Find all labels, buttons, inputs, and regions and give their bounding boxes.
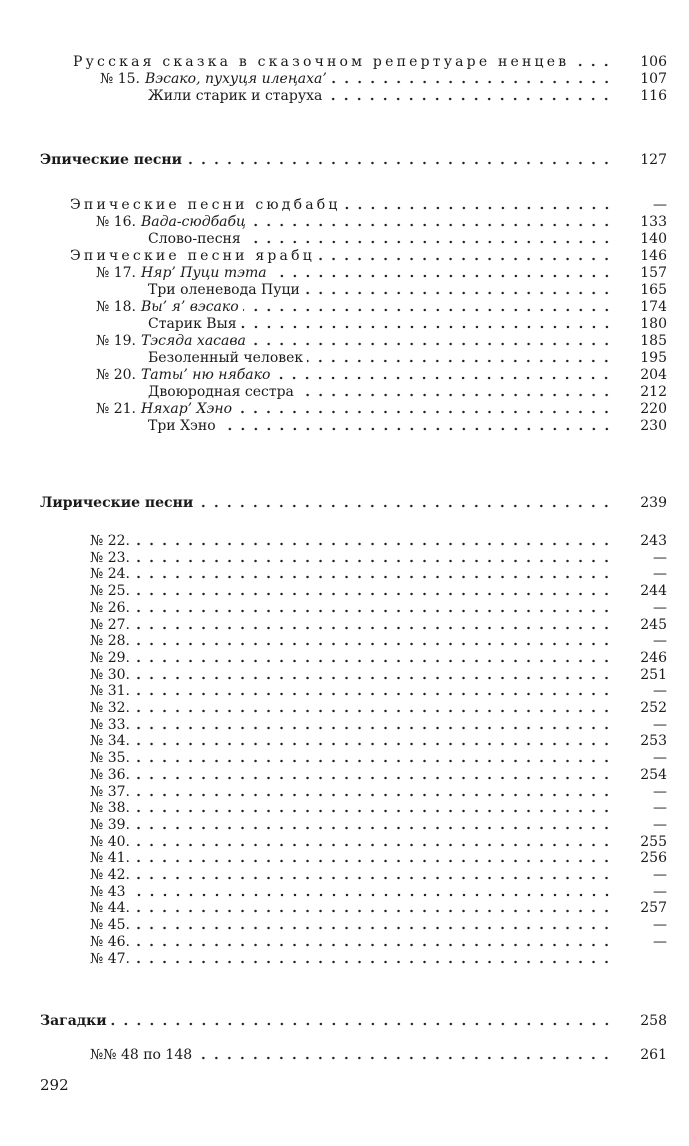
entry-page: 133 — [640, 214, 667, 230]
entry-page: — — [653, 816, 667, 833]
toc-entry — [73, 54, 667, 70]
entry-label: Три оленевода Пуци — [148, 282, 300, 298]
toc-entry — [90, 633, 667, 649]
entry-page: — — [653, 716, 667, 733]
toc-entry — [96, 214, 667, 230]
entry-label — [100, 71, 331, 87]
entry-page: 252 — [640, 700, 667, 716]
entry-label: Лирические песни — [40, 495, 194, 511]
toc-entry — [90, 717, 667, 733]
entry-page: 165 — [640, 282, 667, 298]
entry-title: Вада-сюдбабц — [140, 214, 246, 230]
toc-entry — [90, 733, 667, 749]
entry-page: 204 — [640, 367, 667, 383]
entry-title: Тэсяда хасава — [140, 333, 246, 349]
entry-title: Таты’ ню нябако — [140, 367, 271, 383]
entry-label: Эпические песни — [40, 152, 183, 168]
dot-leader — [245, 240, 613, 244]
entry-page: 239 — [640, 495, 667, 511]
entry-page: 146 — [640, 248, 667, 264]
toc-entry — [90, 767, 667, 783]
dot-leader — [243, 308, 613, 312]
toc-entry — [90, 566, 667, 582]
entry-label: № 35. — [90, 750, 130, 767]
entry-label: Эпические песни ярабц — [70, 248, 315, 264]
dot-leader — [134, 843, 613, 847]
entry-label: № 23. — [90, 549, 130, 566]
dot-leader — [134, 575, 613, 579]
entry-page: 107 — [640, 71, 667, 87]
entry-label: Слово-песня — [148, 231, 241, 247]
entry-page: 261 — [640, 1047, 667, 1063]
dot-leader — [134, 659, 613, 663]
entry-page: 116 — [640, 88, 667, 104]
toc-entry — [40, 1013, 667, 1029]
entry-label: № 30. — [90, 666, 130, 683]
entry-page: 245 — [640, 616, 667, 633]
dot-leader — [134, 809, 613, 813]
entry-label: № 39. — [90, 816, 130, 833]
entry-page: — — [653, 783, 667, 800]
entry-page: 174 — [640, 299, 667, 315]
entry-number: № 15. — [100, 71, 140, 87]
entry-page: 243 — [640, 533, 667, 549]
entry-page: — — [653, 566, 667, 583]
dot-leader — [236, 410, 613, 414]
toc-entry — [148, 384, 667, 400]
entry-page: 185 — [640, 333, 667, 349]
dot-leader — [134, 759, 613, 763]
dot-leader — [134, 742, 613, 746]
entry-page: — — [653, 917, 667, 934]
dot-leader — [134, 559, 613, 563]
entry-page: 256 — [640, 850, 667, 867]
toc-entry — [90, 683, 667, 699]
entry-label: Загадки — [40, 1013, 107, 1029]
entry-page: 140 — [640, 231, 667, 247]
entry-label: № 25. — [90, 583, 130, 600]
dot-leader — [134, 909, 613, 913]
toc-entry — [90, 650, 667, 666]
dot-leader — [196, 1056, 613, 1060]
toc-entry — [148, 88, 667, 104]
entry-label: № 29. — [90, 649, 130, 666]
entry-page: 106 — [640, 54, 667, 70]
dot-leader — [331, 80, 613, 84]
dot-leader — [134, 726, 613, 730]
toc-entry — [40, 495, 667, 511]
toc-entry — [90, 900, 667, 916]
entry-title: Вы’ я’ вэсако — [140, 299, 239, 315]
entry-label: № 28. — [90, 633, 130, 650]
entry-page: 127 — [640, 152, 667, 168]
dot-leader — [250, 223, 613, 227]
entry-label: № 42. — [90, 867, 130, 883]
entry-label: №№ 48 по 148 — [90, 1047, 193, 1063]
entry-label: № 24. — [90, 566, 130, 583]
toc-entry — [90, 667, 667, 683]
dot-leader — [111, 1022, 613, 1026]
entry-label — [96, 265, 271, 281]
entry-label: № 38. — [90, 800, 130, 817]
entry-page: 180 — [640, 316, 667, 332]
dot-leader — [134, 642, 613, 646]
dot-leader — [134, 859, 613, 863]
toc-entry — [96, 333, 667, 349]
toc-entry — [90, 533, 667, 549]
entry-label: Двоюродная сестра — [148, 384, 294, 400]
entry-label: Безоленный человек — [148, 350, 304, 366]
entry-page: — — [653, 683, 667, 700]
entry-page: 212 — [640, 384, 667, 400]
toc-entry — [90, 884, 667, 900]
dot-leader — [304, 291, 613, 295]
entry-page: 195 — [640, 350, 667, 366]
entry-page: — — [653, 549, 667, 566]
entry-number: № 17. — [96, 265, 136, 281]
entry-page: — — [653, 197, 667, 213]
dot-leader — [319, 257, 613, 261]
dot-leader — [220, 427, 613, 431]
entry-number: № 16. — [96, 214, 136, 230]
toc-entry — [148, 418, 667, 434]
entry-label: Эпические песни сюдбабц — [70, 197, 341, 213]
toc-entry — [90, 700, 667, 716]
dot-leader — [134, 592, 613, 596]
toc-entry — [90, 934, 667, 950]
entry-label: № 33. — [90, 716, 130, 733]
dot-leader — [573, 63, 613, 67]
dot-leader — [326, 97, 613, 101]
entry-label: № 27. — [90, 616, 130, 633]
dot-leader — [134, 542, 613, 546]
entry-label: № 45. — [90, 917, 130, 934]
entry-page: — — [653, 750, 667, 767]
dot-leader — [134, 709, 613, 713]
dot-leader — [298, 393, 613, 397]
toc-entry — [40, 152, 667, 168]
entry-page: 157 — [640, 265, 667, 281]
entry-label: № 44. — [90, 900, 130, 917]
toc-entry — [90, 617, 667, 633]
dot-leader — [241, 325, 613, 329]
dot-leader — [250, 342, 613, 346]
dot-leader — [307, 359, 613, 363]
toc-entry — [96, 401, 667, 417]
entry-label: № 46. — [90, 933, 130, 950]
dot-leader — [134, 826, 613, 830]
entry-page: — — [653, 933, 667, 950]
entry-number: № 18. — [96, 299, 136, 315]
toc-entry — [148, 282, 667, 298]
entry-label — [96, 367, 274, 383]
entry-page: — — [653, 599, 667, 616]
dot-leader — [274, 376, 613, 380]
toc-entry — [70, 197, 667, 213]
entry-label: № 32. — [90, 700, 130, 716]
entry-page: 253 — [640, 733, 667, 750]
toc-entry — [90, 951, 667, 967]
dot-leader — [134, 776, 613, 780]
entry-title: Няр’ Пуци тэта — [140, 265, 267, 281]
entry-page: 244 — [640, 583, 667, 600]
toc-entry — [90, 800, 667, 816]
entry-label — [96, 214, 250, 230]
toc-entry — [70, 248, 667, 264]
entry-label: № 31. — [90, 683, 130, 700]
entry-title: Няхар’ Хэно — [140, 401, 233, 417]
entry-label: № 37. — [90, 783, 130, 800]
toc-entry — [90, 550, 667, 566]
dot-leader — [134, 793, 613, 797]
entry-page: 258 — [640, 1013, 667, 1029]
toc-entry — [90, 917, 667, 933]
entry-number: № 20. — [96, 367, 136, 383]
toc-entry — [96, 265, 667, 281]
dot-leader — [134, 943, 613, 947]
entry-label: Русская сказка в сказочном репертуаре ненцев — [73, 54, 570, 70]
entry-page: 257 — [640, 900, 667, 917]
toc-entry — [148, 350, 667, 366]
entry-label: № 34. — [90, 733, 130, 750]
entry-label: № 47. — [90, 950, 130, 967]
entry-number: № 19. — [96, 333, 136, 349]
entry-page: — — [653, 867, 667, 883]
toc-entry — [90, 784, 667, 800]
toc-entry — [90, 817, 667, 833]
dot-leader — [197, 504, 613, 508]
dot-leader — [134, 692, 613, 696]
entry-label: Старик Выя — [148, 316, 237, 332]
toc-entry — [100, 71, 667, 87]
dot-leader — [130, 893, 613, 897]
entry-label: № 36. — [90, 766, 130, 783]
entry-label: № 26. — [90, 599, 130, 616]
dot-leader — [134, 626, 613, 630]
entry-page: 230 — [640, 418, 667, 434]
entry-page: — — [653, 633, 667, 650]
entry-label: № 41. — [90, 850, 130, 867]
dot-leader — [345, 206, 613, 210]
toc-entry — [90, 583, 667, 599]
entry-label: № 43 — [90, 883, 126, 900]
toc-entry — [90, 850, 667, 866]
entry-label: № 40. — [90, 833, 130, 850]
entry-label — [96, 401, 236, 417]
entry-title: Вэсако, пухуця илеңаха’ — [144, 71, 327, 87]
entry-label: Три Хэно — [148, 418, 216, 434]
toc-entry — [90, 600, 667, 616]
entry-page: 251 — [640, 666, 667, 683]
dot-leader — [134, 609, 613, 613]
entry-page: 254 — [640, 766, 667, 783]
entry-label — [96, 333, 250, 349]
toc-entry — [90, 867, 667, 883]
entry-page: 220 — [640, 401, 667, 417]
dot-leader — [134, 960, 613, 964]
entry-page: 246 — [640, 649, 667, 666]
toc-entry — [90, 834, 667, 850]
entry-page: 255 — [640, 833, 667, 850]
dot-leader — [271, 274, 613, 278]
entry-label — [96, 299, 243, 315]
entry-label: № 22. — [90, 533, 130, 549]
entry-label: Жили старик и старуха — [148, 88, 323, 104]
entry-page: — — [653, 800, 667, 817]
dot-leader — [134, 926, 613, 930]
dot-leader — [134, 876, 613, 880]
page-number: 292 — [40, 1076, 69, 1094]
dot-leader — [134, 676, 613, 680]
toc-entry — [96, 299, 667, 315]
toc-entry — [90, 1047, 667, 1063]
dot-leader — [186, 161, 613, 165]
toc-entry — [148, 316, 667, 332]
toc-entry — [90, 750, 667, 766]
toc-entry — [96, 367, 667, 383]
entry-page: — — [653, 883, 667, 900]
toc-entry — [148, 231, 667, 247]
entry-number: № 21. — [96, 401, 136, 417]
